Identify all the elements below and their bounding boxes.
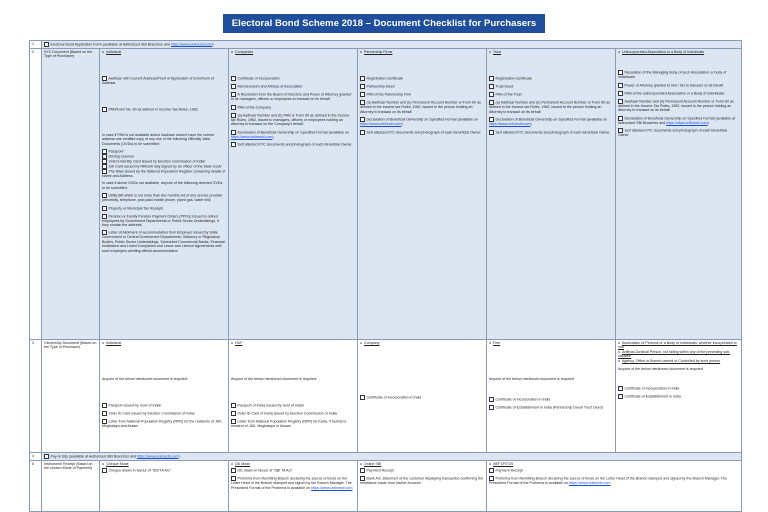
item-text: Voter ID Card of Karta issued by Election Commission of India/ <box>237 411 338 416</box>
row-label: KYC Document (Based on the Type of Purchaser) <box>42 49 100 340</box>
col-header: o DD Mode <box>231 462 355 466</box>
row-text: Pay-in Slip (available at Authorised SBI Branches and <box>50 454 137 459</box>
checkbox[interactable] <box>360 84 365 89</box>
col-companies <box>229 49 358 340</box>
item-text: Registration Certificate <box>366 76 403 81</box>
item-text: Certificate of Incorporation <box>237 76 280 81</box>
checkbox[interactable] <box>231 84 236 89</box>
checkbox[interactable] <box>102 411 107 416</box>
col-firm <box>487 340 616 453</box>
onlinesbi-link[interactable]: https://www.onlinesbi.com <box>569 481 611 486</box>
item-text: PAN of the Company <box>237 105 271 110</box>
checkbox[interactable] <box>360 76 365 81</box>
item-text: DD drawn in favour of "SBI TA A/c" <box>237 468 293 473</box>
item-text: Aadhaar Number and (b) Permanent Account Number or Form 60 as defined in the Income-Tax Rules, 1962, issued to the person holding an Attorney to transact on its behalf. <box>618 99 734 113</box>
item-text: (a) Aadhaar Number and (b) Permanent Account Number or Form 60 as defined in the Income-tax Rules, 1962, issued to the person holding an Attorney to transact on its behalf. <box>489 100 610 114</box>
checkbox[interactable] <box>231 403 236 408</box>
col-partnership-firms <box>358 49 487 340</box>
checkbox[interactable] <box>44 42 49 47</box>
item-text: Registration Certificate <box>495 76 532 81</box>
col-header: o Association of Persons or a Body of Individuals, whether incorporated or not/ <box>618 341 739 350</box>
checkbox[interactable] <box>489 92 494 97</box>
checkbox[interactable] <box>489 405 494 410</box>
item-text: Memorandum and Articles of Association <box>237 84 303 89</box>
item-text: A Resolution from the Board of Directors and Power of Attorney granted to its managers, officers or employees to transact on its behalf <box>231 92 352 102</box>
checkbox[interactable] <box>618 394 623 399</box>
row-label: Instrument/ Receipt (Based on the chosen Mode of Payment) <box>42 461 100 512</box>
row-number: 4 <box>30 453 42 461</box>
checkbox[interactable] <box>102 206 107 211</box>
checkbox[interactable] <box>360 92 365 97</box>
col-header: o Cheque Mode <box>102 462 226 466</box>
item-text: Driving Licence/ <box>108 154 135 159</box>
col-neft-rtgs <box>487 461 742 512</box>
item-text: PAN/Form No. 60 as defined in Income-Tax Rules, 1962. <box>108 107 199 112</box>
item-text: PAN of the Partnership Firm <box>366 92 412 97</box>
note-text: Anyone of the below mentioned document is required <box>489 377 574 382</box>
item-text: Voter ID Card issued by Election Commission of India/ <box>108 411 195 416</box>
item-text: Passport issued by Govt of India/ <box>108 403 162 408</box>
col-header: o Online SBI <box>360 462 484 466</box>
item-text: Aadhaar with Current Address/Proof of Application of Enrolment of Aadhaar <box>102 76 214 86</box>
item-text: Proforma from Remitting Branch declaring the source of funds on the Letter Head of the Branch stamped and signed by the Branch Manager. The Prescribed Format of the Proforma is available on <box>489 476 727 486</box>
item-text: Payment Receipt <box>366 468 394 473</box>
col-header: o NEFT/RTGS <box>489 462 739 466</box>
page-title: Electoral Bond Scheme 2018 – Document Checklist for Purchasers <box>223 14 545 33</box>
note-text: Anyone of the below mentioned document is required: <box>231 377 317 382</box>
checkbox[interactable] <box>489 84 494 89</box>
col-header: o Artificial Juridical Person, not falling within any of the preceding sub-clauses/ <box>618 350 739 359</box>
row-citizenship-documents <box>30 340 742 453</box>
item-text: Declaration of Beneficial Ownership on Specified Format (available on <box>366 117 478 122</box>
checkbox[interactable] <box>618 386 623 391</box>
note-text: In case if PAN is not available and/or Aadhaar doesn't have the current address one certified copy of any one of the following Officially Valid Documents (OVDs) to be submitted: <box>102 132 215 146</box>
note-text: Anyone of the below mentioned document is required <box>618 367 703 372</box>
link-tail: ) <box>178 454 180 459</box>
item-text: Utility Bill which is not more than two months old of any service provider (electricity, telephone, post-paid mobile phone, piped gas, water bill)/ <box>102 193 223 203</box>
item-text: Passport/ <box>108 149 124 154</box>
col-dd-mode <box>229 461 358 512</box>
col-cheque-mode <box>100 461 229 512</box>
col-header: o Individual <box>102 341 226 345</box>
item-text: Declaration of Beneficial Ownership on Specified Format (available on <box>237 130 349 135</box>
onlinesbi-link[interactable]: https://www.onlinesbi.com <box>360 122 402 127</box>
col-company <box>358 340 487 453</box>
note-text: In case if above OVDs not available, anyone of the following deemed OVDs to be submitted: <box>102 181 223 190</box>
checkbox[interactable] <box>360 468 365 473</box>
onlinesbi-link[interactable]: https://www.onlinesbi.com <box>489 122 531 127</box>
col-header: o Trust <box>489 50 613 54</box>
item-text: Voter's Identity Card issued by Election Commission of India/ <box>108 159 206 164</box>
checkbox[interactable] <box>489 397 494 402</box>
row-number: 1 <box>30 41 42 49</box>
onlinesbi-link[interactable]: https://www.onlinesbi.com <box>170 42 213 47</box>
item-text: Certificate of Establishment in India <box>624 394 681 399</box>
item-text: Letter from National Population Registry (NPR) for Karta, if he/she is resident of J&K, Meghalaya or Assam <box>231 419 347 428</box>
item-text: Declaration of Beneficial Ownership on Specified Format (available on <box>495 117 607 122</box>
item-text: Partnership Deed <box>366 84 395 89</box>
col-header: o Partnership Firms <box>360 50 484 54</box>
checkbox[interactable] <box>231 411 236 416</box>
col-header: o Unincorporated Association or a Body of Individuals <box>618 50 739 54</box>
row-application-form <box>30 41 742 49</box>
col-header: o Companies <box>231 50 355 54</box>
col-header: o Firm <box>489 341 613 345</box>
item-text: PAN of the unincorporated Association or a Body of Individuals <box>624 91 725 96</box>
checkbox[interactable] <box>102 468 107 473</box>
item-text: (a) Aadhaar Number and (b) Permanent Account Number or Form 60 as defined in the Income-tax Rules, 1962, issued to the person holding an Attorney to transact on its behalf. <box>360 100 481 114</box>
onlinesbi-link[interactable]: https://www.onlinesbi.com <box>231 134 273 139</box>
checkbox[interactable] <box>360 395 365 400</box>
onlinesbi-link[interactable]: https://www.onlinesbi.com <box>137 454 179 459</box>
col-header: o Company <box>360 341 484 345</box>
item-text: Power of Attorney granted to him / her to transact on its behalf <box>624 83 724 88</box>
col-trust <box>487 49 616 340</box>
col-online-sbi <box>358 461 487 512</box>
note-text: Anyone of the below mentioned document is required: <box>102 377 188 382</box>
col-header: o Agency, Office or Branch owned or Controlled by such person <box>618 359 739 363</box>
item-text: Self attested KYC documents and photograph of each Beneficial Owner. <box>366 130 482 135</box>
item-text: Declaration of Beneficial Ownership on Specified Format (available at Authorised SBI Branches and <box>618 116 735 125</box>
item-text: Property or Municipal Tax Receipt/ <box>108 206 164 211</box>
row-instrument-receipt <box>30 461 742 512</box>
item-text: Passport of Karta issued by Govt of India/ <box>237 403 304 408</box>
link-tail: ) <box>212 42 214 47</box>
col-individual <box>100 49 229 340</box>
item-text: Cheque drawn in favour of "SBI TA A/c" <box>108 468 172 473</box>
item-text: Trust Deed <box>495 84 514 89</box>
onlinesbi-link[interactable]: https://www.onlinesbi.com <box>666 120 708 125</box>
item-text: Certificate of Incorporation in India <box>624 386 680 391</box>
link-tail: ) <box>707 120 709 125</box>
col-header: o HUF <box>231 341 355 345</box>
col-association <box>616 340 742 453</box>
checkbox[interactable] <box>618 83 623 88</box>
row-label: Citizenship Document (Based on the Type of Purchaser) <box>42 340 100 453</box>
checkbox[interactable] <box>360 130 365 135</box>
checklist-table <box>29 40 742 512</box>
item-text: PAN of the Trust <box>495 92 522 97</box>
item-text: Payment Receipt <box>495 468 523 473</box>
item-text: Letter of Allotment of accommodation from Employer issued by State Government or Central Government Departments, Statutory or Regulatory Bodies, Public Sector Undertakings, Scheduled Commercial Banks, Financial Institutions and Listed Companies and Leave and Licence Agreements with such employers allotting official accommodation <box>102 230 225 253</box>
col-header: o Individual <box>102 50 226 54</box>
link-tail: ) <box>272 134 274 139</box>
checkbox[interactable] <box>231 105 236 110</box>
checkbox[interactable] <box>102 107 107 112</box>
item-text: Self attested KYC documents and photograph of each Beneficial Owner. <box>237 142 353 147</box>
checkbox[interactable] <box>102 403 107 408</box>
item-text: Pension or Family Pension Payment Orders (PPOs) issued to retired employees by Government Departments or Public Sector Undertakings, if they contain the address/ <box>102 214 219 228</box>
item-text: Certificate of Establishment in India (Partnership Deed/ Trust Deed) <box>495 405 603 410</box>
row-number: 3 <box>30 340 42 453</box>
row-text: Electoral Bond Application Form (available at Authorised SBI Branches and <box>50 42 171 47</box>
item-text: Self attested KYC documents and photograph of each Beneficial Owner. <box>618 128 727 138</box>
link-tail: ) <box>401 122 403 127</box>
item-text: (a) Aadhaar Number and (b) PAN or Form 60 as defined in the Income-tax Rules, 1962, issued to managers, officers or employees holding an Attorney to transact on the Company's behalf. <box>231 113 351 127</box>
row-number: 5 <box>30 461 42 512</box>
row-kyc-documents <box>30 49 742 340</box>
checkbox[interactable] <box>231 76 236 81</box>
col-huf <box>229 340 358 453</box>
checkbox[interactable] <box>44 454 49 459</box>
item-text: Proforma from Remitting Branch declaring the source of funds on the Letter Head of the Branch stamped and signed by the Branch Manager. The Prescribed Format of the Proforma is available on <box>231 476 352 490</box>
onlinesbi-link[interactable]: https://www.onlinesbi.com <box>311 485 353 490</box>
item-text: Certificate of Incorporation in India <box>366 395 422 400</box>
item-text: The letter issued by the National Population Register containing details of Name and Address. <box>102 169 226 179</box>
item-text: Self attested KYC documents and photograph of each Beneficial Owner. <box>495 130 611 135</box>
checkbox[interactable] <box>489 468 494 473</box>
row-pay-in-slip <box>30 453 742 461</box>
item-text: Job Card issued by NREGA duly signed by an officer of the State Govt/ <box>108 164 222 169</box>
item-text: Certificate of Incorporation in India <box>495 397 551 402</box>
item-text: Letter from National Population Registry (NPR) for the residents of J&K, Meghalaya and Assam <box>102 419 223 428</box>
item-text: Bank A/C statement of the customer displaying transaction confirming the remittance made from his/her Account. <box>360 476 484 486</box>
checkbox[interactable] <box>618 91 623 96</box>
col-unincorporated-association <box>616 49 742 340</box>
row-number: 2 <box>30 49 42 340</box>
checkbox[interactable] <box>231 142 236 147</box>
link-tail: ) <box>530 122 532 127</box>
checkbox[interactable] <box>231 468 236 473</box>
item-text: Resolution of the Managing Body of such Association or body of individuals <box>618 70 727 80</box>
checkbox[interactable] <box>489 76 494 81</box>
checkbox[interactable] <box>489 130 494 135</box>
col-individual <box>100 340 229 453</box>
